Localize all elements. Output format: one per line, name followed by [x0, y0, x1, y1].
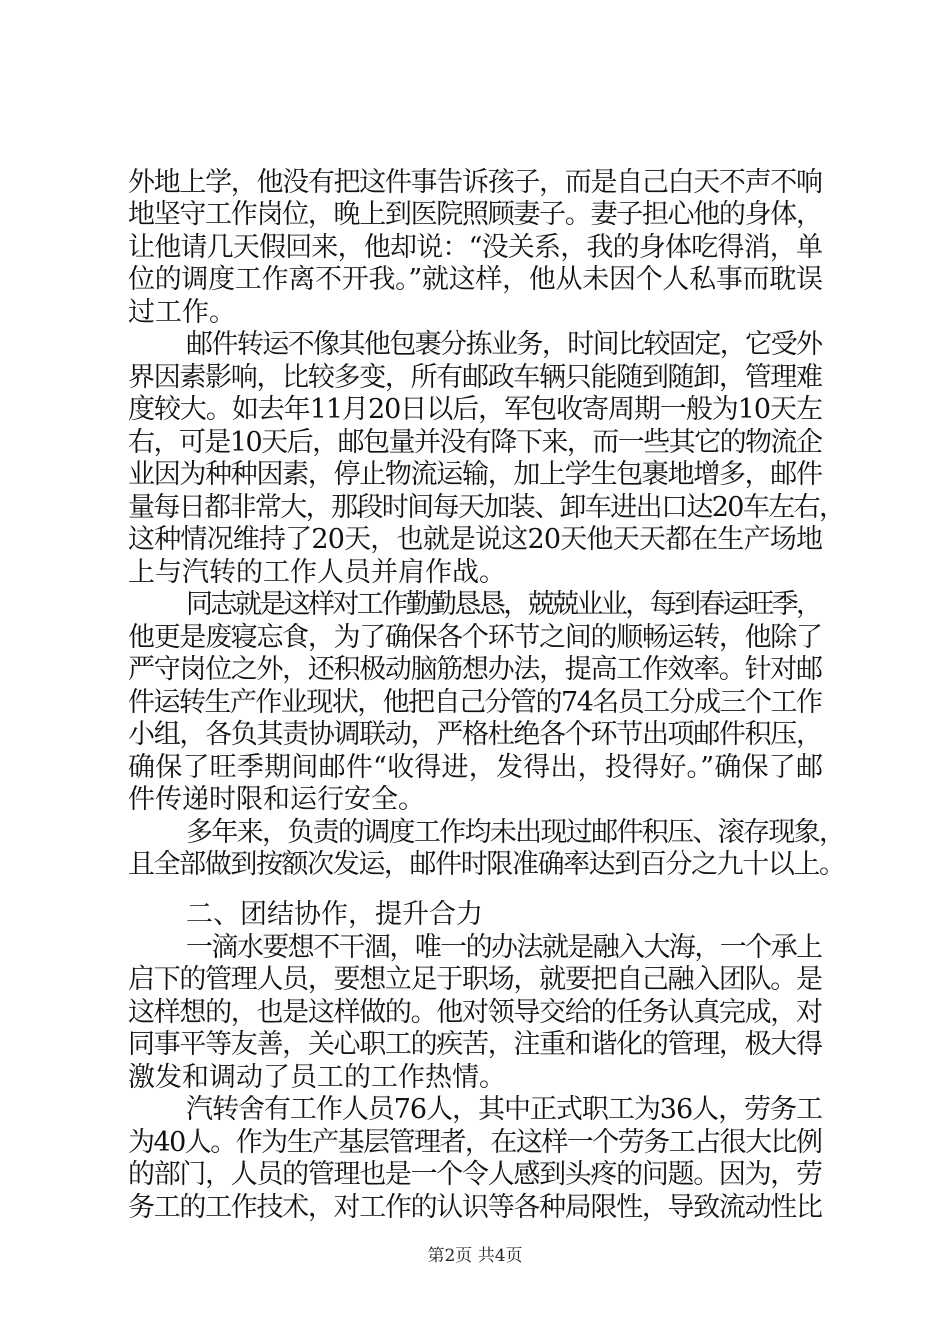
text-line [0, 458, 950, 492]
text-line-content: 件运转生产作业现状，他把自己分管的74名员工分成三个工作 [128, 687, 822, 718]
text-line [0, 328, 950, 362]
text-line [0, 686, 950, 720]
text-line-content: 严守岗位之外，还积极动脑筋想办法，提高工作效率。针对邮 [128, 654, 822, 685]
text-line [0, 931, 950, 965]
text-line [0, 523, 950, 557]
text-line [0, 263, 950, 297]
text-line-content: 右，可是10天后，邮包量并没有降下来，而一些其它的物流企 [128, 427, 822, 458]
text-line-content: 量每日都非常大，那段时间每天加装、卸车进出口达20车左右， [128, 492, 845, 523]
text-line-content: 他更是废寝忘食，为了确保各个环节之间的顺畅运转，他除了 [128, 622, 822, 653]
text-line [0, 166, 950, 200]
text-line-content: 激发和调动了员工的工作热情。 [128, 1062, 506, 1093]
text-line-content: 一滴水要想不干涸，唯一的办法就是融入大海，一个承上 [186, 932, 822, 963]
text-line [0, 783, 950, 817]
text-line [0, 426, 950, 460]
text-line-content: 启下的管理人员，要想立足于职场，就要把自己融入团队。是 [128, 964, 822, 995]
text-line-content: 且全部做到按额次发运，邮件时限准确率达到百分之九十以上。 [128, 849, 845, 880]
text-line [0, 1093, 950, 1127]
text-line [0, 198, 950, 232]
text-line-content: 二、团结协作，提升合力 [186, 899, 483, 930]
text-line [0, 996, 950, 1030]
text-line-content: 过工作。 [128, 297, 236, 328]
text-line-content: 上与汽转的工作人员并肩作战。 [128, 557, 506, 588]
text-line-content: 地坚守工作岗位，晚上到医院照顾妻子。妻子担心他的身体， [128, 199, 822, 230]
text-line-content: 多年来，负责的调度工作均未出现过邮件积压、滚存现象， [186, 817, 845, 848]
text-line [0, 751, 950, 785]
text-line-content: 件传递时限和运行安全。 [128, 784, 425, 815]
text-line [0, 231, 950, 265]
text-line [0, 556, 950, 590]
text-line [0, 1028, 950, 1062]
text-line [0, 816, 950, 850]
text-line [0, 653, 950, 687]
text-line-content: 同志就是这样对工作勤勤恳恳，兢兢业业，每到春运旺季， [186, 589, 821, 620]
text-line-content: 这样想的，也是这样做的。他对领导交给的任务认真完成，对 [128, 997, 822, 1028]
text-line [0, 1061, 950, 1095]
text-line-content: 为40人。作为生产基层管理者，在这样一个劳务工占很大比例 [128, 1127, 822, 1158]
text-line-content: 小组，各负其责协调联动，严格杜绝各个环节出项邮件积压， [128, 719, 822, 750]
text-line-content: 务工的工作技术，对工作的认识等各种局限性，导致流动性比 [128, 1192, 822, 1223]
text-line [0, 1126, 950, 1160]
text-line-content: 度较大。如去年11月20日以后，军包收寄周期一般为10天左 [128, 394, 822, 425]
text-line-content: 位的调度工作离不开我。”就这样，他从未因个人私事而耽误 [128, 264, 823, 295]
text-line [0, 491, 950, 525]
text-line [0, 963, 950, 997]
text-line [0, 296, 950, 330]
text-line [0, 718, 950, 752]
text-line-content: 界因素影响，比较多变，所有邮政车辆只能随到随卸，管理难 [128, 362, 822, 393]
text-line [0, 361, 950, 395]
text-line [0, 1191, 950, 1225]
text-line-content: 邮件转运不像其他包裹分拣业务，时间比较固定，它受外 [186, 329, 822, 360]
page-footer: 第2页 共4页 [427, 1246, 523, 1266]
text-line-content: 确保了旺季期间邮件“收得进，发得出，投得好。”确保了邮 [128, 752, 824, 783]
text-line-content: 同事平等友善，关心职工的疾苦，注重和谐化的管理，极大得 [128, 1029, 822, 1060]
text-line [0, 848, 950, 882]
text-line [0, 1158, 950, 1192]
text-line [0, 898, 950, 932]
text-line [0, 621, 950, 655]
text-line-content: 汽转舍有工作人员76人，其中正式职工为36人，劳务工 [186, 1094, 822, 1125]
text-line-content: 的部门，人员的管理也是一个令人感到头疼的问题。因为，劳 [128, 1159, 822, 1190]
text-line [0, 588, 950, 622]
text-line-content: 这种情况维持了20天，也就是说这20天他天天都在生产场地 [128, 524, 823, 555]
text-line-content: 外地上学，他没有把这件事告诉孩子，而是自己白天不声不响 [128, 167, 822, 198]
text-line-content: 业因为种种因素，停止物流运输，加上学生包裹地增多，邮件 [128, 459, 822, 490]
text-line-content: 让他请几天假回来，他却说：“没关系，我的身体吃得消，单 [128, 232, 823, 263]
text-line [0, 393, 950, 427]
